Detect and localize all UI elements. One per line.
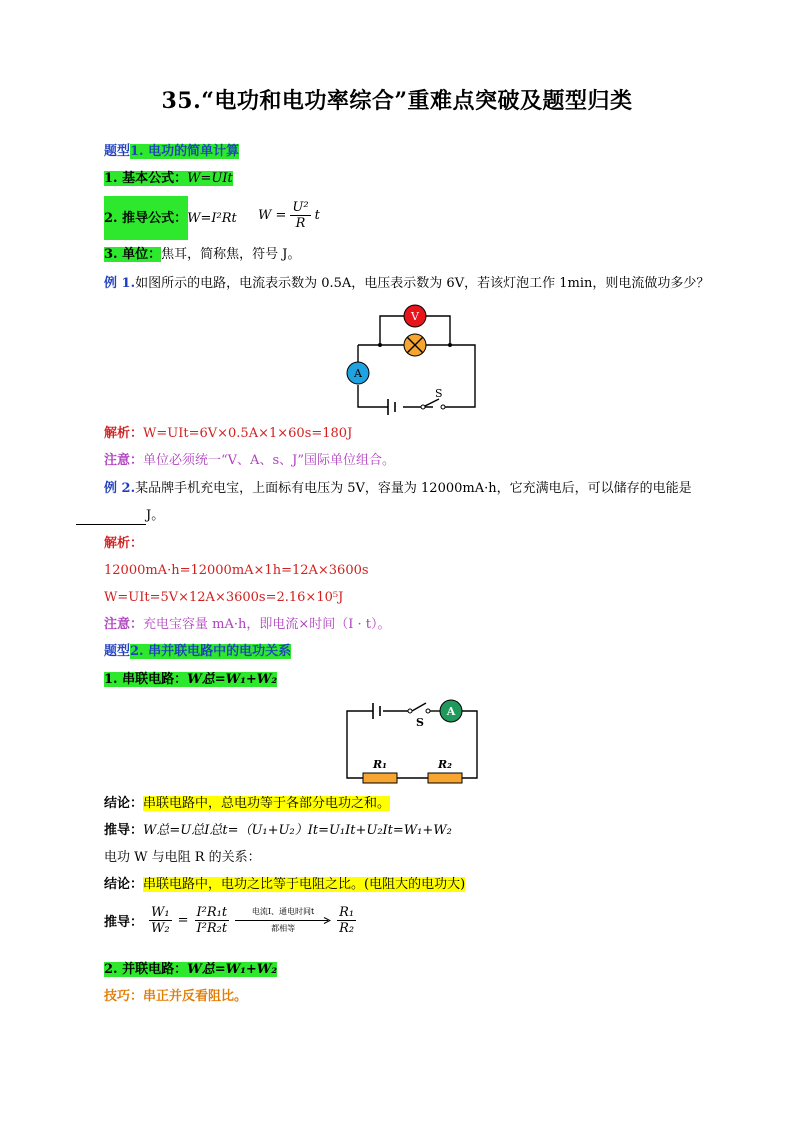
r2-label: R₂ xyxy=(438,758,452,771)
arrow-bottom-text: 都相等 xyxy=(271,924,296,933)
voltmeter-label: V xyxy=(411,310,419,323)
arrow-top-text: 电流I、通电时间t xyxy=(251,907,315,916)
example2-text1: 某品牌手机充电宝，上面标有电压为 5V，容量为 12000mA·h，它充满电后，可以储存的电能是 xyxy=(135,481,692,496)
formula1: W=UIt xyxy=(187,171,233,186)
derive2-mid-num: I²R₁t xyxy=(196,905,228,920)
parallel-formula: W总=W₁+W₂ xyxy=(187,962,278,977)
example1-note-text: 单位必须统一“V、A、s、J”国际单位组合。 xyxy=(143,453,395,468)
section1-heading xyxy=(104,143,239,161)
example2-text2: J。 xyxy=(146,508,165,523)
derive2-line: 推导： $\frac{\text{W₁}}{\text{W₂}}$ = $\frac{\text{I²R₁t}}{\text{I²R₂t}}$ 电流I、通电时间t 都相等 $\frac{\text{R₁}}{\text{R₂}}$ xyxy=(104,905,355,936)
relation-line: 电功 W 与电阻 R 的关系： xyxy=(104,850,261,865)
example1-solution-text: W=UIt=6V×0.5A×1×60s=180J xyxy=(143,426,353,441)
example2-line1 xyxy=(104,480,692,498)
conclusion2-line xyxy=(104,876,465,894)
example1-solution xyxy=(104,425,352,443)
right-arrow-icon xyxy=(235,917,331,924)
formula2b xyxy=(258,200,320,231)
parallel-label: 2. 并联电路： xyxy=(104,962,188,977)
unit-label: 3. 单位： xyxy=(104,247,162,262)
formula2-line xyxy=(104,210,237,228)
ammeter2-label: A xyxy=(446,705,456,718)
formula2b-num: U² xyxy=(292,200,309,215)
formula1-line xyxy=(104,170,233,188)
derive2-arrow xyxy=(235,907,331,934)
derive2-mid xyxy=(195,905,230,936)
ammeter2-icon xyxy=(440,700,462,722)
derive2-lhs-num: W₁ xyxy=(151,905,170,920)
derive1-line xyxy=(104,822,452,840)
example2-note-label: 注意： xyxy=(104,617,144,632)
series-label: 1. 串联电路： xyxy=(104,672,188,687)
formula2b-den: R xyxy=(295,216,306,231)
example2-solution-line1: 12000mA·h=12000mA×1h=12A×3600s xyxy=(104,563,369,578)
derive1-label: 推导： xyxy=(104,823,144,838)
section1-prefix: 题型 xyxy=(104,144,131,159)
example2-solution-label-line xyxy=(104,535,143,553)
conclusion1-line xyxy=(104,795,390,813)
example2-solution-label: 解析： xyxy=(104,536,144,551)
unit-line xyxy=(104,246,300,264)
example1-label: 例 1. xyxy=(104,276,136,291)
derive2-label: 推导： xyxy=(104,915,144,930)
resistor-r1 xyxy=(363,758,397,783)
example1-text: 如图所示的电路，电流表示数为 0.5A，电压表示数为 6V，若该灯泡工作 1min，则电流做功多少？ xyxy=(135,276,710,291)
derive2-rhs xyxy=(337,905,356,936)
ammeter-label: A xyxy=(354,367,362,380)
conclusion1-text: 串联电路中，总电功等于各部分电功之和。 xyxy=(143,796,391,811)
tip-line: 技巧：串正并反看阻比。 xyxy=(104,989,248,1004)
unit-text: 焦耳，简称焦，符号 J。 xyxy=(161,247,301,262)
example1-line xyxy=(104,275,709,293)
conclusion1-label: 结论： xyxy=(104,796,144,811)
formula2a: W=I²Rt xyxy=(187,211,237,226)
example2-line2 xyxy=(76,507,164,525)
derive2-lhs xyxy=(149,905,172,936)
section1-label: 1. 电功的简单计算 xyxy=(130,144,240,159)
ammeter-icon xyxy=(347,362,369,384)
example1-solution-label: 解析： xyxy=(104,426,144,441)
derive2-mid-den: I²R₂t xyxy=(196,921,228,936)
example2-note-text: 充电宝容量 mA·h，即电流×时间（I · t）。 xyxy=(143,617,391,632)
lamp-icon xyxy=(404,334,426,356)
derive1-text: W总=U总I总t=（U₁+U₂）It=U₁It+U₂It=W₁+W₂ xyxy=(143,823,452,838)
circuit-diagram-2 xyxy=(340,695,485,787)
circuit-diagram-1 xyxy=(340,300,485,415)
example1-note xyxy=(104,452,395,470)
conclusion2-label: 结论： xyxy=(104,877,144,892)
series-formula-line xyxy=(104,671,277,689)
example1-note-label: 注意： xyxy=(104,453,144,468)
parallel-formula-line xyxy=(104,961,277,979)
derive2-rhs-den: R₂ xyxy=(339,921,355,936)
example2-label: 例 2. xyxy=(104,481,136,496)
formula2b-lhs: W = xyxy=(258,208,287,223)
formula2-label: 2. 推导公式： xyxy=(104,211,188,226)
series-formula: W总=W₁+W₂ xyxy=(187,672,278,687)
r1-label: R₁ xyxy=(373,758,387,771)
formula2b-fraction xyxy=(290,200,310,231)
formula2b-t: t xyxy=(314,208,320,223)
voltmeter-icon xyxy=(404,305,426,327)
derive2-rhs-num: R₁ xyxy=(339,905,355,920)
conclusion2-text: 串联电路中，电功之比等于电阻之比。(电阻大的电功大) xyxy=(143,877,466,892)
section2-heading xyxy=(104,643,291,661)
resistor-r2 xyxy=(428,758,462,783)
formula1-label: 1. 基本公式： xyxy=(104,171,188,186)
section2-prefix: 题型 xyxy=(104,644,131,659)
example2-note xyxy=(104,616,391,634)
section2-label: 2. 串并联电路中的电功关系 xyxy=(130,644,292,659)
answer-blank xyxy=(76,510,146,525)
switch2-label: S xyxy=(416,716,424,729)
switch-label: S xyxy=(435,387,443,400)
page-title: 35.“电功和电功率综合”重难点突破及题型归类 xyxy=(161,88,633,114)
example2-solution-line2: W=UIt=5V×12A×3600s=2.16×10⁵J xyxy=(104,590,344,605)
derive2-lhs-den: W₂ xyxy=(151,921,170,936)
